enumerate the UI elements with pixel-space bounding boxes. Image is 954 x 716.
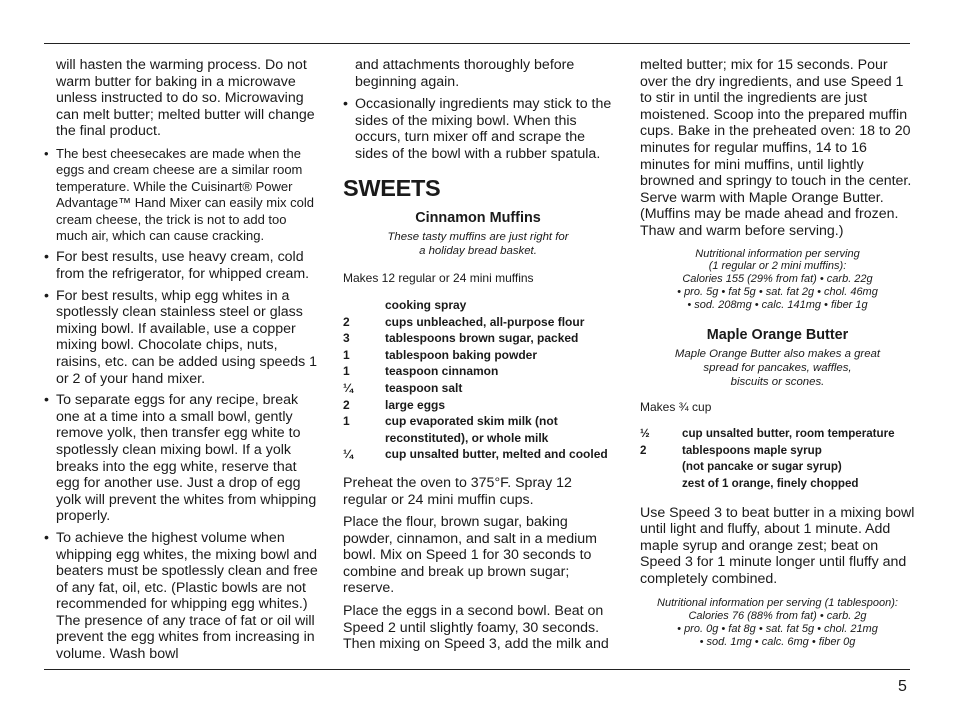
ingredient-row: [640, 443, 915, 460]
ingredient-text: (not pancake or sugar syrup): [682, 460, 842, 474]
ingredient-text: cup unsalted butter, room temperature: [682, 427, 895, 441]
nutrition-line: Nutritional information per serving (1 tablespoon):: [657, 597, 898, 610]
ingredient-row: [343, 297, 613, 314]
ingredient-qty: 2: [640, 443, 647, 457]
recipe-intro-line: spread for pancakes, waffles,: [703, 361, 852, 374]
ingredient-list: [343, 297, 613, 463]
recipe-intro: [343, 230, 613, 258]
ingredient-row: [343, 397, 613, 414]
nutrition-line: (1 regular or 2 mini muffins):: [708, 260, 847, 273]
ingredient-text: teaspoon salt: [385, 380, 463, 395]
ingredient-row: [640, 476, 915, 493]
tips-list: [44, 146, 319, 663]
nutrition-line: Calories 76 (88% from fat) • carb. 2g: [688, 610, 867, 623]
ingredient-text: tablespoons maple syrup: [682, 443, 822, 457]
nutrition-line: • pro. 0g • fat 8g • sat. fat 5g • chol. 21mg: [677, 623, 878, 636]
nutrition-line: Nutritional information per serving: [695, 247, 860, 260]
ingredient-text: large eggs: [385, 397, 446, 412]
tip-separate-eggs: • To separate eggs for any recipe, break one at a time into a small bowl, gently remove yolk, then transfer egg white to spotlessly clean mixing bowl. If a yolk breaks into the egg white, reserve that egg for another use. Just a drop of egg yolk will prevent the whites from whipping properly.: [44, 392, 319, 525]
recipe-intro: [640, 347, 915, 390]
ingredient-qty: ¼: [343, 380, 354, 395]
recipe-intro-line: These tasty muffins are just right for: [387, 230, 569, 243]
method-step: Place the flour, brown sugar, baking powder, cinnamon, and salt in a medium bowl. Mix on Speed 1 for 30 seconds to combine and break up brown sugar; reserve.: [343, 514, 597, 597]
ingredient-text: tablespoon baking powder: [385, 347, 538, 362]
ingredient-row: [343, 413, 613, 446]
recipe-intro-line: biscuits or scones.: [730, 375, 825, 388]
continued-paragraph: and attachments thoroughly before beginning again.: [355, 57, 575, 90]
ingredient-text: cup unsalted butter, melted and cooled: [385, 447, 608, 462]
ingredient-row: [343, 330, 613, 347]
method-step: Use Speed 3 to beat butter in a mixing bowl until light and fluffy, about 1 minute. Add maple syrup and orange zest; beat on Speed 3 for 1 minute longer until fluffy and completely combined.: [640, 504, 915, 587]
ingredient-row: [343, 446, 613, 463]
method-step: Place the eggs in a second bowl. Beat on Speed 2 until slightly foamy, 30 seconds. Then mixing on Speed 3, add the milk and: [343, 603, 609, 653]
nutrition-line: • sod. 1mg • calc. 6mg • fiber 0g: [699, 635, 856, 648]
top-rule: [44, 43, 910, 44]
ingredient-text: cups unbleached, all-purpose flour: [385, 314, 585, 329]
ingredient-row: [343, 363, 613, 380]
tips-list-2: [343, 96, 613, 162]
recipe-intro-line: a holiday bread basket.: [419, 244, 537, 257]
tip-whipped-cream: • For best results, use heavy cream, cold from the refrigerator, for whipped cream.: [44, 249, 319, 282]
ingredient-row: [343, 347, 613, 364]
ingredient-row: [640, 426, 915, 443]
method-continued: melted butter; mix for 15 seconds. Pour over the dry ingredients, and use Speed 1 to stir in until the ingredients are just moistened. Scoop into the prepared muffin cups. Bake in the preheated oven: 18 to 20 minutes for regular muffins, 14 to 16 minutes for mini muffins, until lightly browned and springy to touch in the center. Serve warm with Maple Orange Butter. (Muffins may be made ahead and frozen. Thaw and warm before serving.): [640, 57, 912, 239]
ingredient-qty: ¼: [343, 447, 354, 462]
page-number: 5: [898, 678, 907, 695]
ingredient-text: cooking spray: [385, 297, 467, 312]
recipe-title-cinnamon-muffins: Cinnamon Muffins: [415, 209, 541, 226]
tip-highest-volume: • To achieve the highest volume when whipping egg whites, the mixing bowl and beaters must be spotlessly clean and free of any fat, oil, etc. (Plastic bowls are not recommended for whipping egg whites.) The presence of any trace of fat or oil will prevent the egg whites from increasing in volume. Wash bowl: [44, 530, 319, 663]
ingredient-qty: 2: [343, 314, 350, 329]
ingredient-row: [343, 380, 613, 397]
ingredient-qty: 1: [343, 347, 350, 362]
butter-nutrition: [640, 597, 915, 648]
ingredient-row: [343, 314, 613, 331]
ingredient-text: cup evaporated skim milk (not reconstituted), or whole milk: [385, 414, 558, 445]
recipe-intro-line: Maple Orange Butter also makes a great: [674, 347, 881, 360]
column-1: [44, 57, 319, 668]
muffin-nutrition: [640, 248, 915, 312]
recipe-yield: Makes 12 regular or 24 mini muffins: [343, 270, 534, 285]
ingredient-qty: 1: [343, 364, 350, 379]
ingredient-qty: [343, 297, 385, 314]
tip-scrape-bowl: • Occasionally ingredients may stick to the sides of the mixing bowl. When this occurs, turn mixer off and scrape the sides of the bowl with a rubber spatula.: [343, 96, 613, 162]
tip-cheesecake: • The best cheesecakes are made when the eggs and cream cheese are a similar room temperature. While the Cuisinart® Power Advantage™ Hand Mixer can easily mix cold cream cheese, the trick is not to add too much air, which can cause cracking.: [44, 146, 319, 244]
column-2: [343, 57, 613, 653]
ingredient-qty: 3: [343, 331, 350, 346]
nutrition-line: Calories 155 (29% from fat) • carb. 22g: [682, 273, 873, 286]
ingredient-qty: 1: [343, 414, 350, 429]
ingredient-text: tablespoons brown sugar, packed: [385, 331, 579, 346]
nutrition-line: • pro. 5g • fat 5g • sat. fat 2g • chol. 46mg: [677, 285, 878, 298]
ingredient-qty: [640, 459, 682, 476]
ingredient-list: [640, 426, 915, 492]
ingredient-qty: 2: [343, 397, 350, 412]
nutrition-line: • sod. 208mg • calc. 141mg • fiber 1g: [687, 298, 868, 311]
intro-paragraph: will hasten the warming process. Do not warm butter for baking in a microwave unless instructed to do so. Microwaving can melt butter; melted butter will change the final product.: [56, 57, 315, 140]
tip-egg-whites-bowl: • For best results, whip egg whites in a spotlessly clean stainless steel or glass mixing bowl. If available, use a copper mixing bowl. Chocolate chips, nuts, raisins, etc. can be added using speeds 1 or 2 of your hand mixer.: [44, 288, 319, 388]
bottom-rule: [44, 669, 910, 670]
ingredient-row: [640, 459, 915, 476]
recipe-title-maple-orange-butter: Maple Orange Butter: [706, 326, 849, 343]
ingredient-qty: ½: [640, 427, 650, 441]
ingredient-qty: [640, 476, 682, 493]
ingredient-text: zest of 1 orange, finely chopped: [682, 476, 859, 490]
recipe-yield: Makes ¾ cup: [640, 400, 712, 415]
ingredient-text: teaspoon cinnamon: [385, 364, 499, 379]
method-step: Preheat the oven to 375°F. Spray 12 regular or 24 mini muffin cups.: [343, 474, 572, 508]
section-title: SWEETS: [343, 174, 441, 201]
column-3: [640, 57, 915, 649]
